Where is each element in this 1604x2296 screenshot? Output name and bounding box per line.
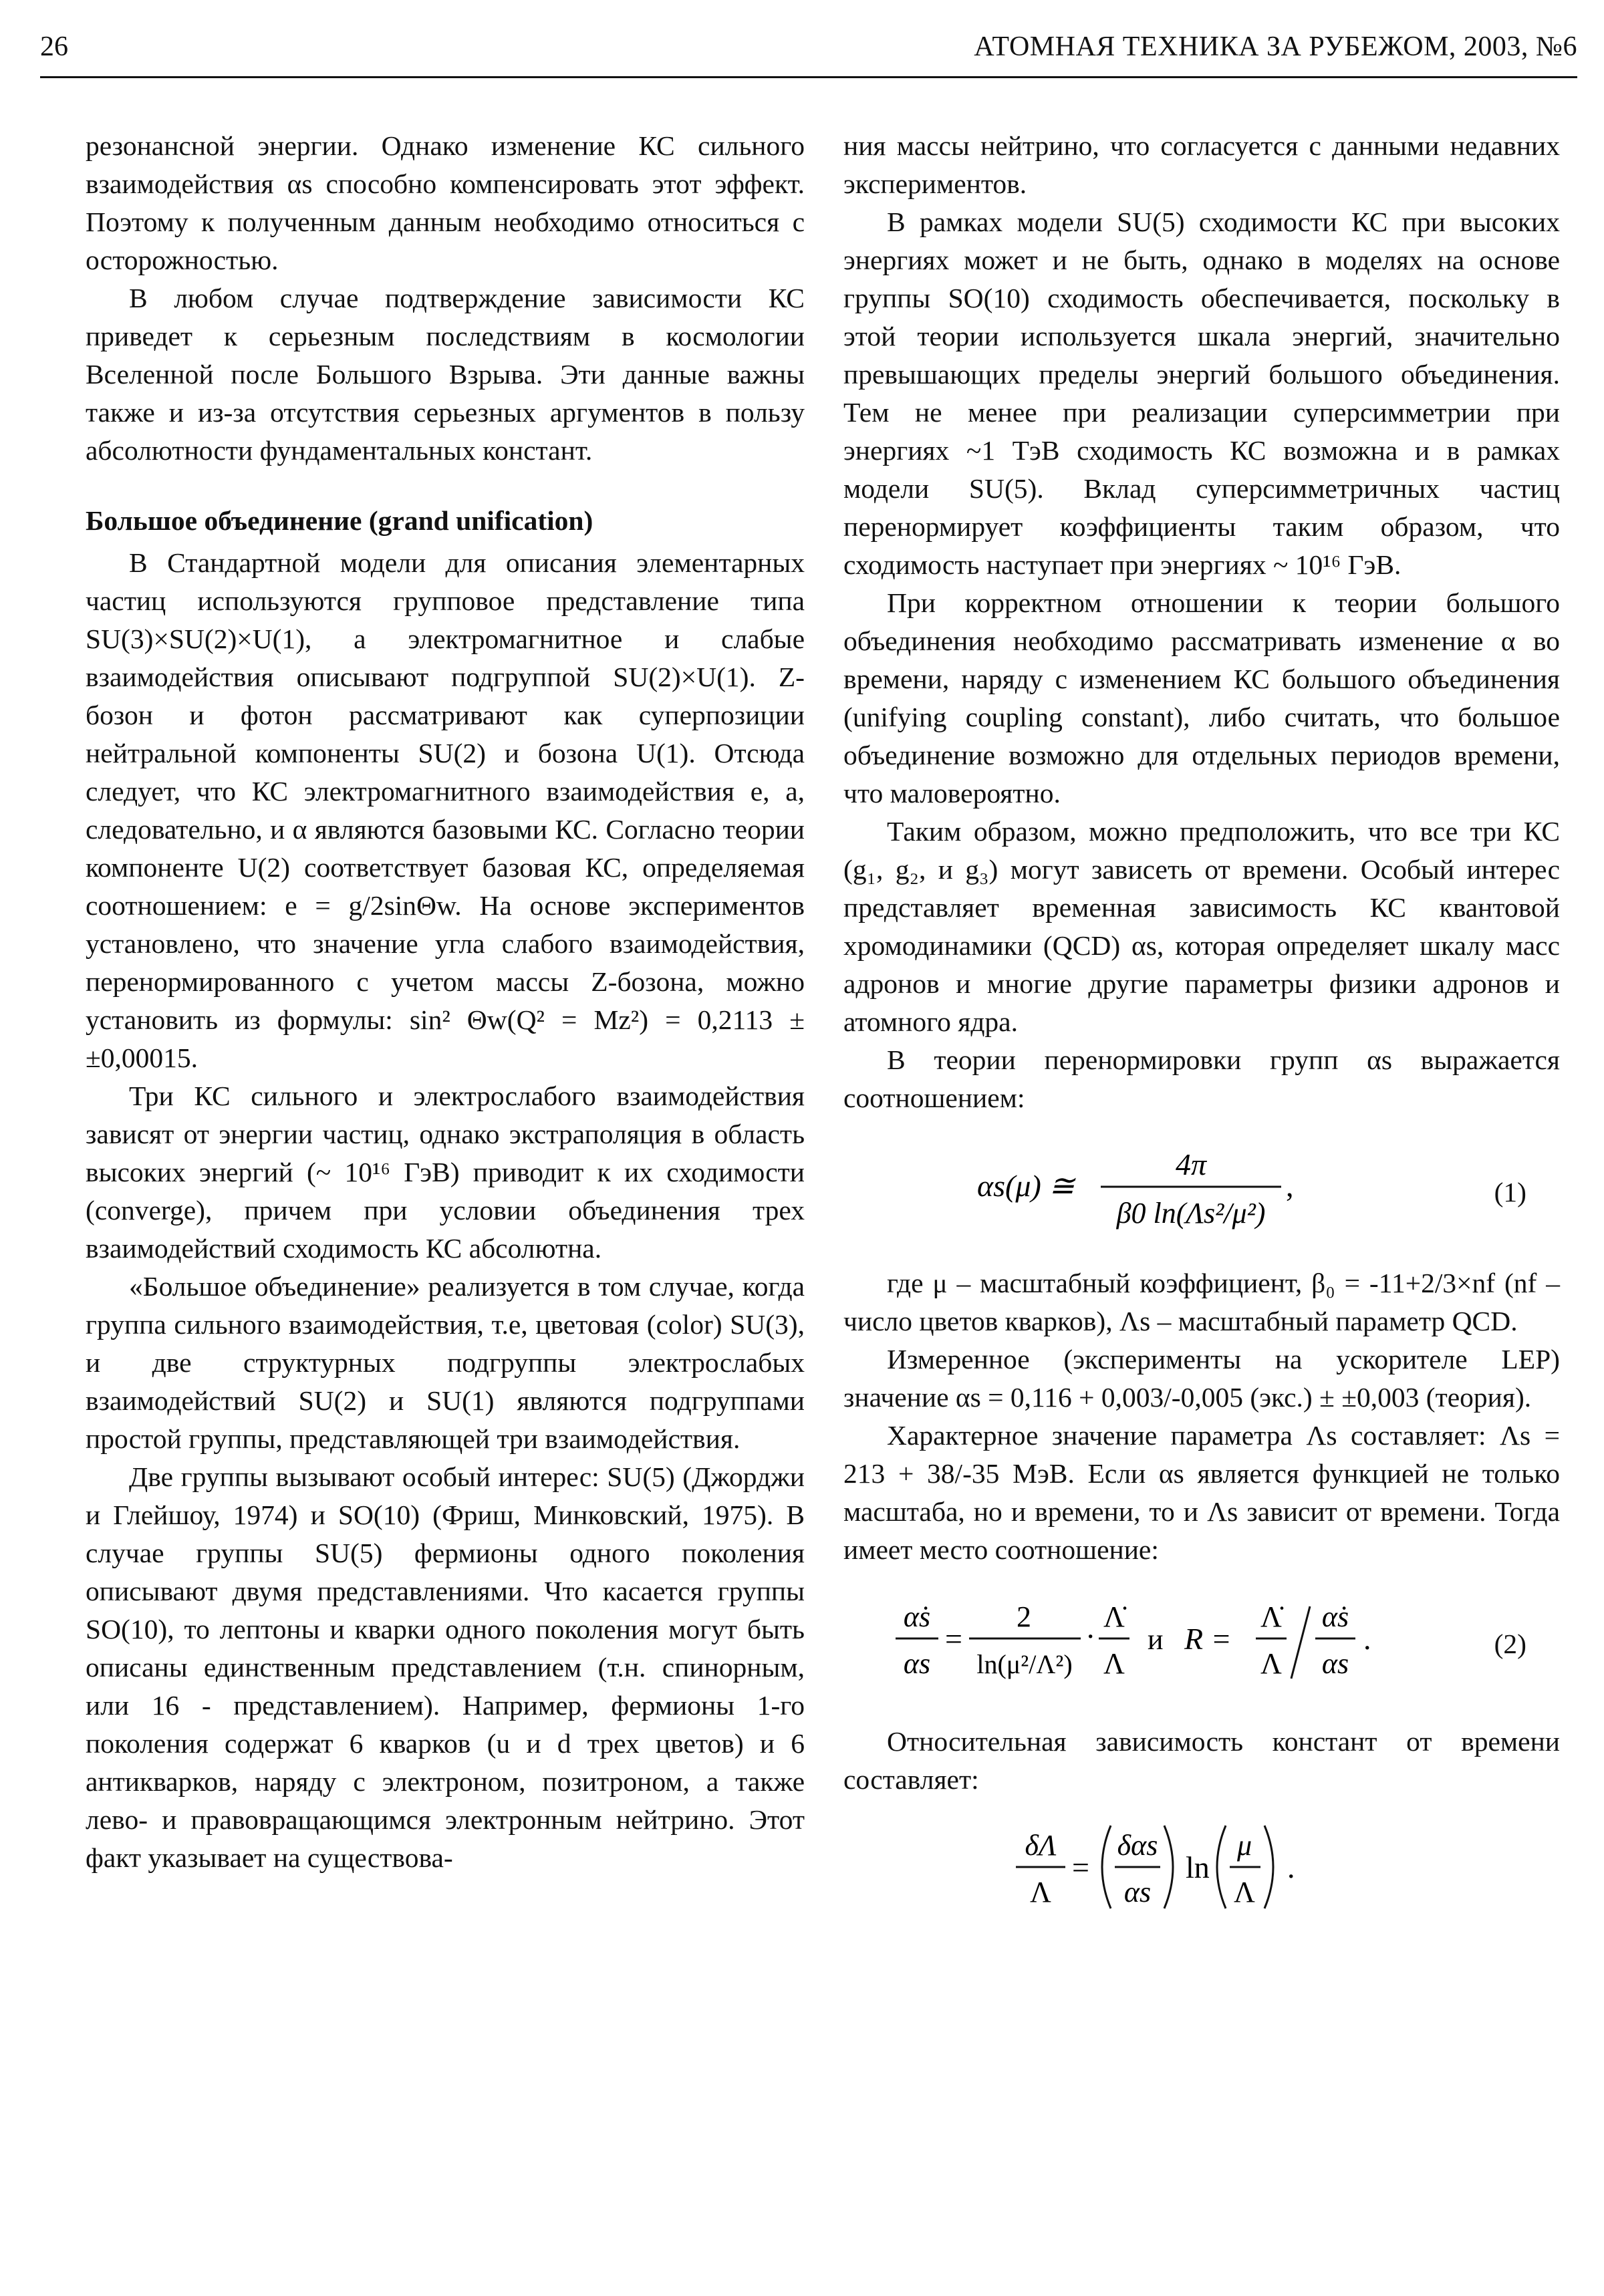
eq2-lhs-den: αs [903, 1647, 931, 1680]
eq2-eq: = [945, 1622, 962, 1656]
eq2-trail: . [1363, 1622, 1371, 1656]
paragraph: Характерное значение параметра Λs составляет: Λs = 213 + 38/-35 МэВ. Если αs является функцией не только масштаба, но и времени, то и Λs зависит от времени. Тогда имеет место соотношение: [843, 1420, 1560, 1565]
left-column [86, 127, 805, 1877]
equation-1-number: (1) [1494, 1177, 1526, 1207]
paragraph: где μ – масштабный коэффициент, β₀ = -11+2/3×nf (nf – число цветов кварков), Λs – масштабный параметр QCD. [843, 1268, 1560, 1336]
eq1-denominator: β0 ln(Λs²/μ²) [1116, 1197, 1266, 1230]
paragraph: «Большое объединение» реализуется в том случае, когда группа сильного взаимодействия, т.е, цветовая (color) SU(3), и две структурных подгруппы электрослабых взаимодействий SU(2) и SU(1) являются подгруппами простой группы, представляющей три взаимодействия. [86, 1271, 805, 1454]
paragraph: В теории перенормировки групп αs выражается соотношением: [843, 1044, 1560, 1113]
eq2-conj: и [1148, 1623, 1164, 1656]
eq3-lhs-den: Λ [1030, 1876, 1051, 1908]
eq3-inner-den: αs [1123, 1876, 1152, 1908]
eq3-ln: ln [1186, 1850, 1210, 1884]
equation-2-formula [890, 1581, 1438, 1708]
paragraph: резонансной энергии. Однако изменение КС сильного взаимодействия αs способно компенсировать этот эффект. Поэтому к полученным данным необходимо относиться с осторожностью. [86, 130, 805, 275]
paragraph: Таким образом, можно предположить, что все три КС (g₁, g₂, и g₃) могут зависеть от времени. Особый интерес представляет временная зависимость КС квантовой хромодинамики (QCD) αs, которая определяет шкалу масс адронов и многие другие параметры физики адронов и атомного ядра. [843, 816, 1560, 1037]
eq3-paren-right-2 [1264, 1826, 1273, 1908]
paragraph: При корректном отношении к теории большого объединения необходимо рассматривать изменение α во времени, наряду с изменением КС большого объединения (unifying coupling constant), либо считать, что большое объединение возможно для отдельных периодов времени, что маловероятно. [843, 587, 1560, 809]
equation-3-formula [1011, 1811, 1345, 1924]
paragraph: Измеренное (эксперименты на ускорителе LEP) значение αs = 0,116 + 0,003/-0,005 (экс.) ± ±0,003 (теория). [843, 1344, 1560, 1413]
paragraph: В Стандартной модели для описания элементарных частиц используются групповое представление типа SU(3)×SU(2)×U(1), а электромагнитное и слабые взаимодействия описывают подгруппой SU(2)×U(1). Z-бозон и фотон рассматривают как суперпозиции нейтральной компоненты SU(2) и бозона U(1). Отсюда следует, что КС электромагнитного взаимодействия e, а, следовательно, и α являются базовыми КС. Согласно теории компоненте U(2) соответствует базовая КС, определяемая соотношением: e = g/2sinΘw. На основе экспериментов установлено, что значение угла слабого взаимодействия, перенормированного с учетом массы Z-бозона, можно установить из формулы: sin² Θw(Q² = Mz²) = 0,2113 ± ±0,00015. [86, 547, 805, 1073]
section-heading: Большое объединение (grand unification) [86, 505, 593, 536]
eq3-inner-num: δαs [1117, 1829, 1158, 1862]
paragraph: Относительная зависимость констант от времени составляет: [843, 1726, 1560, 1795]
page-header [40, 29, 1577, 78]
eq3-lam: Λ [1234, 1876, 1255, 1908]
equation-3 [843, 1811, 1560, 1924]
eq2-r-den: Λ [1260, 1647, 1282, 1680]
equation-1 [843, 1129, 1560, 1250]
eq3-paren-left-2 [1217, 1826, 1226, 1908]
journal-title: АТОМНАЯ ТЕХНИКА ЗА РУБЕЖОМ, 2003, №6 [974, 31, 1577, 62]
eq2-r-num2: α̇s [1321, 1600, 1349, 1633]
eq2-r-den2: αs [1321, 1647, 1349, 1680]
page-number: 26 [40, 31, 68, 62]
eq2-frac-num: 2 [1017, 1600, 1031, 1633]
eq1-trail: , [1286, 1169, 1294, 1203]
paragraph: Две группы вызывают особый интерес: SU(5) (Джорджи и Глейшоу, 1974) и SO(10) (Фриш, Минковский, 1975). В случае группы SU(5) фермионы одного поколения описывают двумя представлениями. Что касается группы SO(10), то лептоны и кварки одного поколения могут быть описаны единственным представлением (т.н. спинорным, или 16 - представлением). Например, фермионы 1-го поколения содержат 6 кварков (u и d трех цветов) и 6 антикварков, наряду с электроном, позитроном, а также лево- и правовращающимся электронным нейтрино. Этот факт указывает на существова- [86, 1461, 805, 1873]
eq2-lam-num: Λ̇ [1103, 1600, 1125, 1633]
eq2-r-num: Λ̇ [1260, 1600, 1282, 1633]
paragraph: ния массы нейтрино, что согласуется с данными недавних экспериментов. [843, 130, 1560, 199]
eq2-lam-den: Λ [1103, 1647, 1125, 1680]
eq2-lhs-num: α̇s [903, 1600, 931, 1633]
eq2-dot: · [1085, 1619, 1096, 1653]
right-column [843, 127, 1560, 1939]
eq3-paren-right [1164, 1826, 1173, 1908]
equation-2-number: (2) [1494, 1628, 1526, 1659]
paragraph: В любом случае подтверждение зависимости КС приведет к серьезным последствиям в космологии Вселенной после Большого Взрыва. Эти данные важны также и из-за отсутствия серьезных аргументов в пользу абсолютности фундаментальных констант. [86, 283, 805, 466]
equation-1-formula [977, 1129, 1391, 1250]
eq3-lhs-num: δΛ [1025, 1829, 1057, 1862]
paragraph: Три КС сильного и электрослабого взаимодействия зависят от энергии частиц, однако экстраполяция в область высоких энергий (~ 10¹⁶ ГэВ) приводит к их сходимости (converge), причем при условии объединения трех взаимодействий сходимость КС абсолютна. [86, 1081, 805, 1264]
eq3-paren-left [1102, 1826, 1111, 1908]
eq2-frac-den: ln(μ²/Λ²) [976, 1649, 1073, 1679]
eq3-trail: . [1287, 1850, 1295, 1884]
eq1-numerator: 4π [1175, 1147, 1207, 1181]
eq3-eq: = [1072, 1850, 1089, 1884]
eq2-slash [1291, 1606, 1310, 1679]
paragraph: В рамках модели SU(5) сходимости КС при высоких энергиях может и не быть, однако в моделях на основе группы SO(10) сходимость обеспечивается, поскольку в этой теории используется шкала энергий, значительно превышающих пределы энергий большого объединения. Тем не менее при реализации суперсимметрии при энергиях ~1 ТэВ сходимость КС возможна и в рамках модели SU(5). Вклад суперсимметричных частиц перенормирует коэффициенты таким образом, что сходимость наступает при энергиях ~ 10¹⁶ ГэВ. [843, 206, 1560, 580]
eq2-r-lhs: R = [1184, 1622, 1232, 1656]
eq1-lhs: αs(μ) ≅ [977, 1169, 1075, 1203]
equation-2 [843, 1581, 1560, 1708]
eq3-mu: μ [1236, 1829, 1252, 1862]
